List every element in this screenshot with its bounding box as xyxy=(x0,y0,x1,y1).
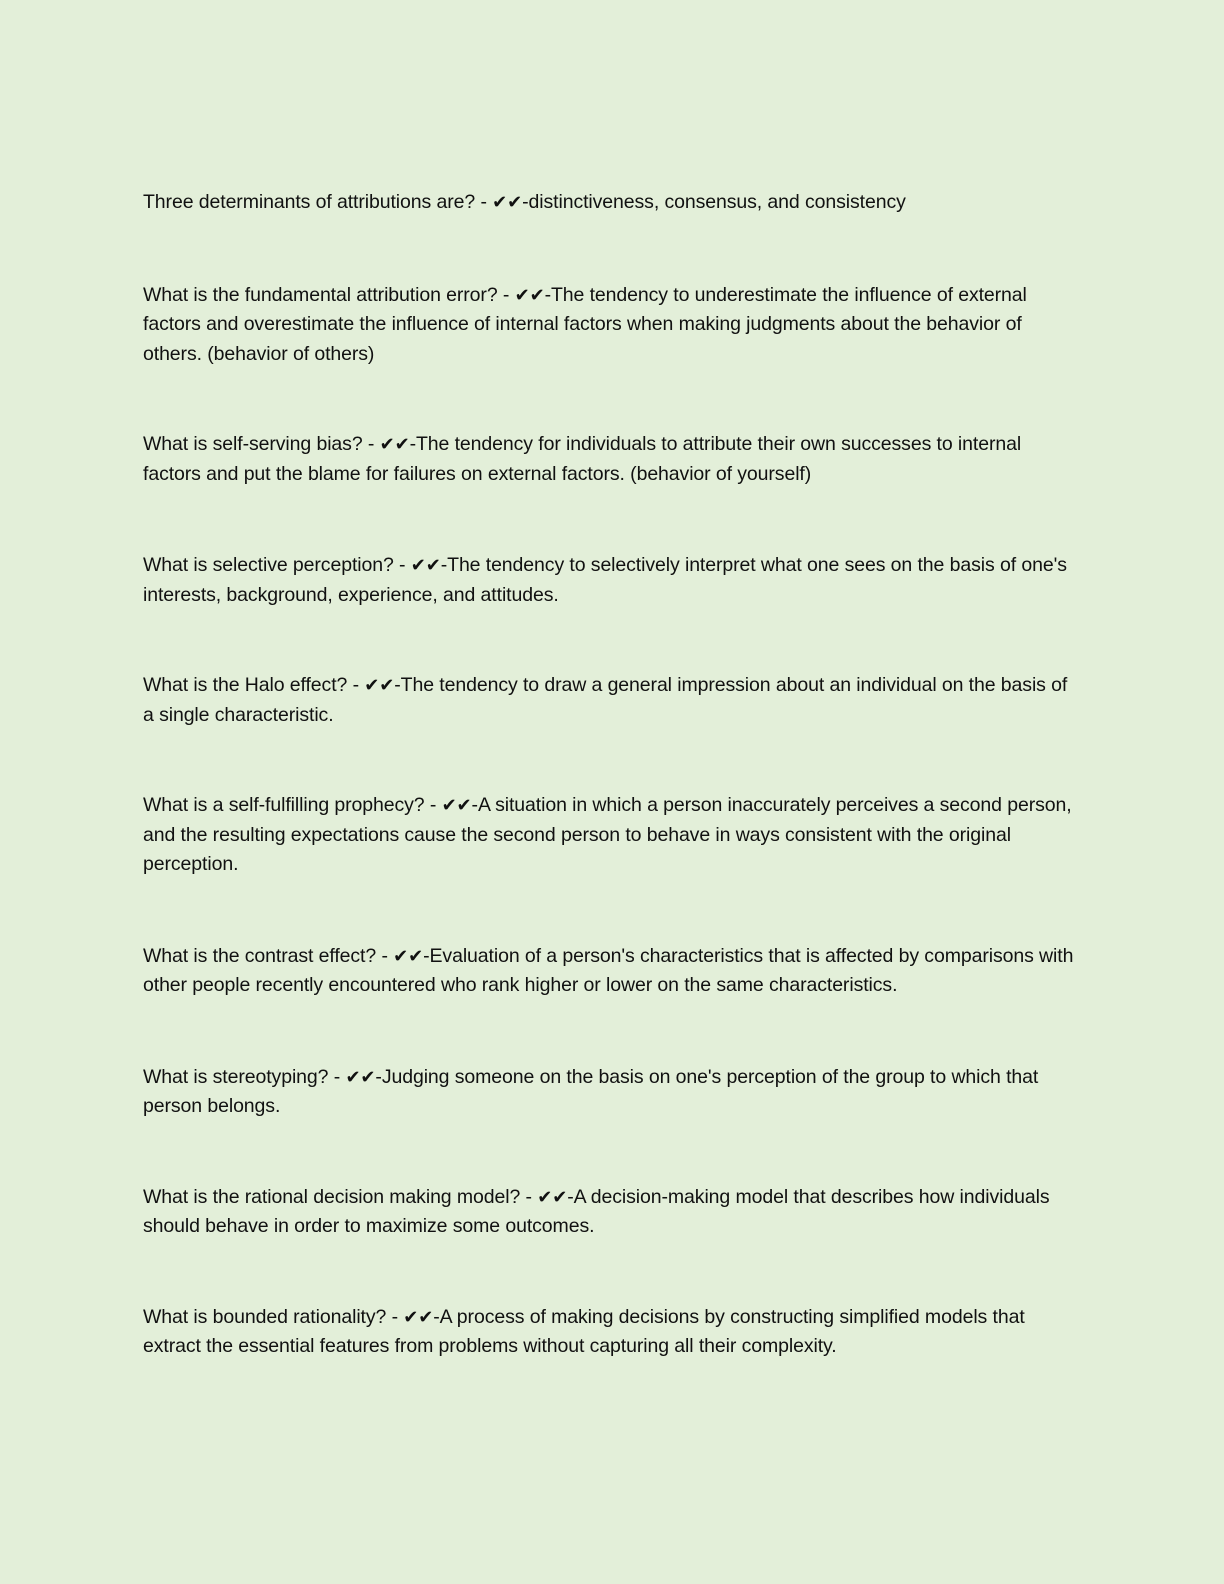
check-mark-icon: ✔✔ xyxy=(364,675,395,696)
question-text: What is bounded rationality? xyxy=(143,1305,387,1328)
qa-item-7 xyxy=(143,942,1078,1001)
question-text: What is stereotyping? xyxy=(143,1065,329,1088)
answer-text: -A situation in which a person inaccurately perceives a second person, and the resulting expectations cause the second person to behave in ways consistent with the original perception. xyxy=(143,794,1072,875)
separator: - xyxy=(475,191,493,213)
question-text: What is a self-fulfilling prophecy? xyxy=(143,794,425,816)
answer-text: -The tendency to underestimate the influence of external factors and overestimate the influence of internal factors when making judgments about the behavior of others. (behavior of others) xyxy=(143,283,1027,365)
separator: - xyxy=(328,1065,346,1088)
check-mark-icon: ✔✔ xyxy=(492,192,523,213)
answer-text: -A decision-making model that describes how individuals should behave in order to maximize some outcomes. xyxy=(143,1185,1050,1237)
separator: - xyxy=(362,433,380,455)
question-text: Three determinants of attributions are? xyxy=(143,191,476,213)
check-mark-icon: ✔✔ xyxy=(403,1306,434,1328)
question-text: What is self-serving bias? xyxy=(143,433,363,455)
answer-text: -Evaluation of a person's characteristics that is affected by comparisons with other people recently encountered who rank higher or lower on the same characteristics. xyxy=(143,944,1074,996)
check-mark-icon: ✔✔ xyxy=(514,284,545,306)
answer-text: -A process of making decisions by constructing simplified models that extract the essential features from problems without capturing all their complexity. xyxy=(143,1305,1025,1357)
answer-text: -Judging someone on the basis on one's perception of the group to which that person belongs. xyxy=(143,1065,1039,1117)
check-mark-icon: ✔✔ xyxy=(393,945,424,967)
document-page xyxy=(143,188,1078,1362)
answer-text: -The tendency to draw a general impression about an individual on the basis of a single characteristic. xyxy=(143,674,1068,726)
answer-text: -The tendency to selectively interpret what one sees on the basis of one's interests, background, experience, and attitudes. xyxy=(143,554,1067,606)
check-mark-icon: ✔✔ xyxy=(379,434,410,455)
check-mark-icon: ✔✔ xyxy=(345,1066,376,1088)
qa-item-5 xyxy=(143,671,1078,730)
answer-text: -distinctiveness, consensus, and consistency xyxy=(522,191,906,213)
question-text: What is the contrast effect? xyxy=(143,944,377,967)
separator: - xyxy=(376,944,394,967)
question-text: What is the fundamental attribution error? xyxy=(143,283,498,306)
qa-item-2 xyxy=(143,281,1078,370)
separator: - xyxy=(386,1305,404,1328)
qa-item-4 xyxy=(143,551,1078,610)
check-mark-icon: ✔✔ xyxy=(537,1186,568,1208)
check-mark-icon: ✔✔ xyxy=(441,795,472,816)
separator: - xyxy=(347,674,365,696)
separator: - xyxy=(393,554,411,576)
separator: - xyxy=(424,794,442,816)
qa-item-1 xyxy=(143,188,1078,218)
question-text: What is selective perception? xyxy=(143,554,394,576)
separator: - xyxy=(497,283,515,306)
separator: - xyxy=(520,1185,538,1208)
question-text: What is the rational decision making model? xyxy=(143,1185,521,1208)
question-text: What is the Halo effect? xyxy=(143,674,348,696)
qa-item-3 xyxy=(143,430,1078,489)
qa-item-8 xyxy=(143,1063,1078,1122)
answer-text: -The tendency for individuals to attribute their own successes to internal factors and put the blame for failures on external factors. (behavior of yourself) xyxy=(143,433,1022,485)
qa-item-9 xyxy=(143,1183,1078,1242)
check-mark-icon: ✔✔ xyxy=(410,555,441,576)
qa-item-10 xyxy=(143,1303,1078,1362)
qa-item-6 xyxy=(143,791,1078,880)
